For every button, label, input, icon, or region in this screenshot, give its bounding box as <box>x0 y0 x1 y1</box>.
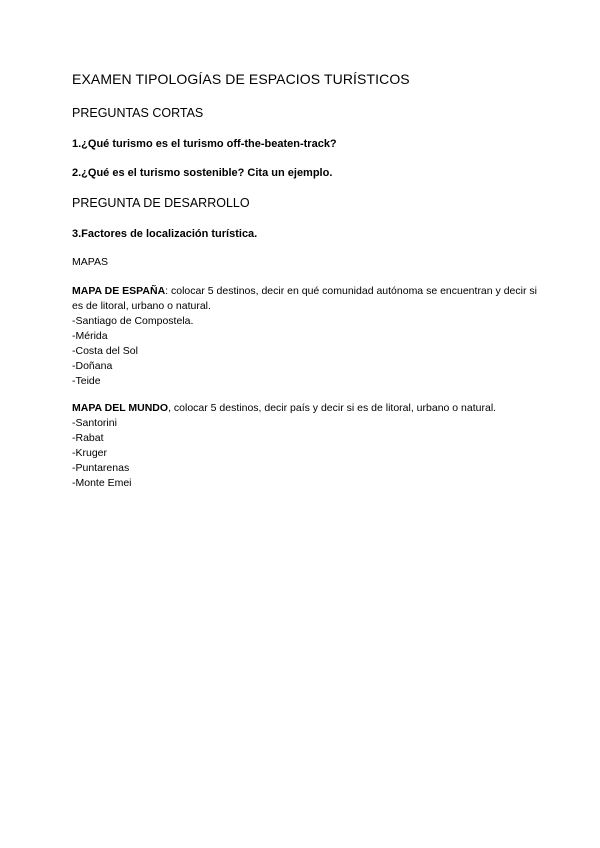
list-item: -Santiago de Compostela. <box>72 315 194 327</box>
world-map-instruction-text: , colocar 5 destinos, decir país y decir si es de litoral, urbano o natural. <box>168 402 497 414</box>
development-heading: PREGUNTA DE DESARROLLO <box>72 196 250 210</box>
list-item: -Rabat <box>72 432 104 444</box>
spain-map-section <box>72 284 542 389</box>
question-1: 1.¿Qué turismo es el turismo off-the-beaten-track? <box>72 138 337 150</box>
question-2: 2.¿Qué es el turismo sostenible? Cita un ejemplo. <box>72 167 333 179</box>
maps-heading: MAPAS <box>72 256 108 268</box>
list-item: -Costa del Sol <box>72 345 138 357</box>
exam-title: EXAMEN TIPOLOGÍAS DE ESPACIOS TURÍSTICOS <box>72 71 410 87</box>
list-item: -Mérida <box>72 330 108 342</box>
list-item: -Kruger <box>72 447 108 459</box>
list-item: -Santorini <box>72 417 117 429</box>
world-map-instruction <box>72 401 542 416</box>
spain-destinations-list <box>72 314 542 389</box>
spain-map-instruction-text: : colocar 5 destinos, decir en qué comunidad autónoma se encuentran y decir si es de litoral, urbano o natural. <box>72 285 537 312</box>
world-map-label: MAPA DEL MUNDO <box>72 402 169 414</box>
list-item: -Puntarenas <box>72 462 130 474</box>
list-item: -Doñana <box>72 360 113 372</box>
spain-map-instruction <box>72 284 542 314</box>
world-map-section <box>72 401 542 491</box>
list-item: -Teide <box>72 375 101 387</box>
world-destinations-list <box>72 416 542 491</box>
list-item: -Monte Emei <box>72 477 132 489</box>
question-3: 3.Factores de localización turística. <box>72 228 258 240</box>
short-questions-heading: PREGUNTAS CORTAS <box>72 106 204 120</box>
spain-map-label: MAPA DE ESPAÑA <box>72 285 166 297</box>
